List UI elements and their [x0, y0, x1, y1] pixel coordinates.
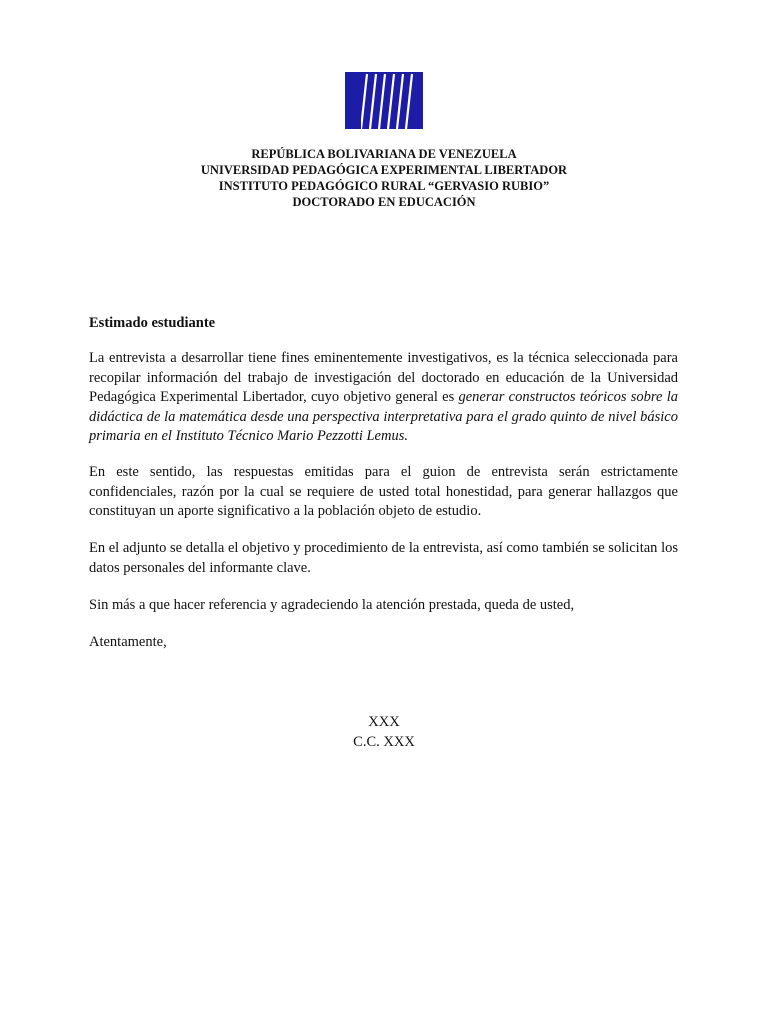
signature-id: C.C. XXX [353, 734, 415, 750]
paragraph-attachment: En el adjunto se detalla el objetivo y procedimiento de la entrevista, así como también se solicitan los datos personales del informante clave. [89, 540, 678, 576]
letterhead-institute: INSTITUTO PEDAGÓGICO RURAL “GERVASIO RUBIO” [218, 179, 550, 193]
paragraph-purpose-text: La entrevista a desarrollar tiene fines eminentemente investigativos, es la técnica seleccionada para recopilar información del trabajo de investigación del doctorado en educación de la Universidad Pedagógica Experimental Libertador, cuyo objetivo general es [89, 350, 678, 405]
letterhead-country: REPÚBLICA BOLIVARIANA DE VENEZUELA [251, 147, 517, 161]
signature-block [0, 712, 768, 752]
letterhead [0, 146, 768, 210]
letterhead-university: UNIVERSIDAD PEDAGÓGICA EXPERIMENTAL LIBERTADOR [200, 163, 568, 177]
paragraph-purpose [89, 349, 678, 447]
university-logo [345, 72, 423, 129]
closing: Atentamente, [89, 634, 167, 650]
salutation: Estimado estudiante [89, 315, 216, 331]
letterhead-program: DOCTORADO EN EDUCACIÓN [292, 195, 476, 209]
paragraph-thanks: Sin más a que hacer referencia y agradeciendo la atención prestada, queda de usted, [89, 597, 575, 613]
research-objective: generar constructos teóricos sobre la didáctica de la matemática desde una perspectiva interpretativa para el grado quinto de nivel básico primaria en el Instituto Técnico Mario Pezzotti Lemus. [89, 389, 678, 444]
paragraph-confidentiality: En este sentido, las respuestas emitidas para el guion de entrevista serán estrictamente confidenciales, razón por la cual se requiere de usted total honestidad, para generar hallazgos que constituyan un aporte significativo a la población objeto de estudio. [89, 464, 678, 519]
signature-name: XXX [368, 714, 400, 730]
